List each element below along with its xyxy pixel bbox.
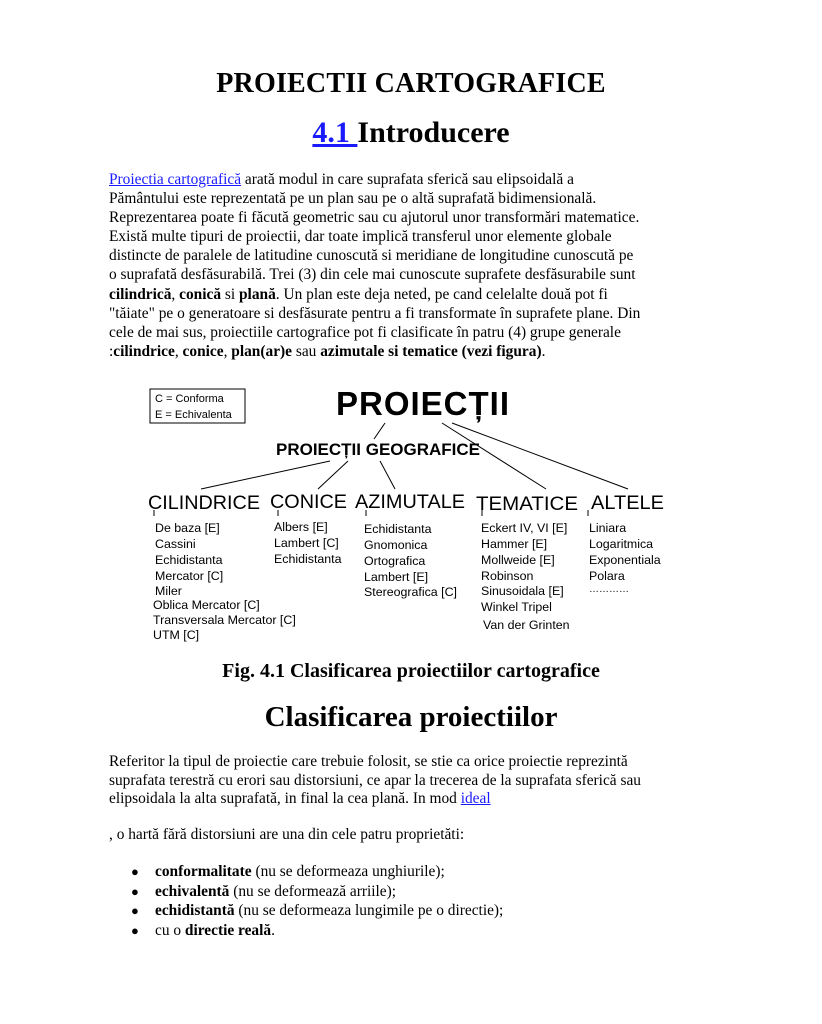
properties-intro: , o hartă fără distorsiuni are una din cele patru proprietăti: bbox=[109, 826, 465, 843]
figure-caption: Fig. 4.1 Clasificarea proiectiilor cartografice bbox=[222, 660, 600, 682]
legend-item: E = Echivalenta bbox=[155, 409, 232, 421]
category-label: CILINDRICE bbox=[148, 493, 260, 514]
bullet-icon: ● bbox=[131, 883, 139, 899]
projection-item: Lambert [C] bbox=[274, 536, 339, 550]
projection-item: Logaritmica bbox=[589, 537, 654, 551]
projection-item: Echidistanta bbox=[364, 522, 432, 536]
projection-item: Mercator [C] bbox=[155, 569, 224, 583]
projection-item: Exponentiala bbox=[589, 553, 661, 567]
section-title: Introducere bbox=[357, 116, 510, 149]
projection-item: Gnomonica bbox=[364, 538, 428, 552]
projection-item: Echidistanta bbox=[155, 553, 223, 567]
page-title: PROIECTII CARTOGRAFICE bbox=[216, 68, 606, 99]
projection-classification-diagram bbox=[148, 385, 664, 647]
projection-item: Van der Grinten bbox=[483, 618, 570, 632]
projection-item: Mollweide [E] bbox=[481, 553, 555, 567]
list-item: ● conformalitate (nu se deformeaza unghiurile); bbox=[131, 863, 445, 880]
category-label: CONICE bbox=[270, 492, 347, 513]
projection-item: Albers [E] bbox=[274, 520, 328, 534]
intro-line: Reprezentarea poate fi făcută geometric sau cu ajutorul unor transformări matematice. bbox=[109, 209, 640, 227]
projection-item: Miler bbox=[155, 584, 182, 598]
projection-item: Echidistanta bbox=[274, 552, 342, 566]
projection-item: Sinusoidala [E] bbox=[481, 584, 564, 598]
classification-heading: Clasificarea proiectiilor bbox=[264, 701, 558, 733]
list-item: ● echivalentă (nu se deformează arriile); bbox=[131, 882, 397, 900]
legend-item: C = Conforma bbox=[155, 393, 224, 405]
projection-item: Hammer [E] bbox=[481, 537, 548, 551]
projection-item: Stereografica [C] bbox=[364, 585, 457, 599]
intro-line: distincte de paralele de latitudine cunoscută si meridiane de longitudine cunoscută pe bbox=[109, 247, 634, 265]
bullet-icon: ● bbox=[131, 903, 139, 918]
list-item: ● cu o directie reală. bbox=[131, 921, 275, 939]
projection-item: Robinson bbox=[481, 569, 534, 583]
intro-line: cele de mai sus, proiectiile cartografice pot fi clasificate în patru (4) grupe generale bbox=[109, 323, 621, 341]
section-heading bbox=[0, 116, 822, 150]
projection-item: Cassini bbox=[155, 537, 196, 551]
intro-line: "tăiate" pe o generatoare si desfăsurate pentru a fi transformate în suprafete plane. Din bbox=[109, 304, 641, 322]
projection-item: Ortografica bbox=[364, 554, 426, 568]
ideal-link[interactable]: ideal bbox=[460, 790, 491, 808]
diagram-categories bbox=[148, 492, 664, 515]
intro-line: Există multe tipuri de proiectii, dar toate implică transferul unor elemente globale bbox=[109, 228, 612, 246]
intro-line: :cilindrice, conice, plan(ar)e sau azimutale si tematice (vezi figura). bbox=[109, 342, 546, 360]
diagram-mid-label: PROIECȚII GEOGRAFICE bbox=[275, 440, 481, 459]
category-label: TEMATICE bbox=[476, 494, 578, 515]
projection-item: Winkel Tripel bbox=[481, 600, 552, 614]
intro-line: cilindrică, conică si plană. Un plan este deja neted, pe cand celelalte două pot fi bbox=[109, 285, 608, 303]
paragraph-line: Referitor la tipul de proiectie care trebuie folosit, se stie ca orice proiectie reprezintă bbox=[109, 753, 628, 770]
intro-line: Proiectia cartografică arată modul in care suprafata sferică sau elipsoidală a bbox=[109, 171, 574, 188]
properties-list bbox=[109, 862, 503, 940]
classification-paragraph bbox=[109, 753, 729, 809]
bullet-icon: ● bbox=[131, 864, 139, 879]
paragraph-line: elipsoidala la alta suprafată, in final la cea plană. In mod ideal bbox=[109, 790, 491, 808]
list-item: ● echidistantă (nu se deformeaza lungimile pe o directie); bbox=[131, 902, 504, 919]
projection-item: Polara bbox=[589, 569, 625, 583]
category-label: ALTELE bbox=[591, 493, 664, 514]
projection-item-ellipsis: ………… bbox=[589, 584, 629, 595]
intro-line: Pământului este reprezentată pe un plan sau pe o altă suprafată bidimensională. bbox=[109, 190, 597, 208]
paragraph-line: suprafata terestră cu erori sau distorsiuni, ce apar la trecerea de la suprafata sferică sau bbox=[109, 771, 641, 789]
projection-item: Oblica Mercator [C] bbox=[153, 598, 260, 612]
projection-item: Lambert [E] bbox=[364, 570, 429, 584]
projection-item: UTM [C] bbox=[153, 628, 200, 642]
projection-item: Transversala Mercator [C] bbox=[153, 613, 296, 627]
projection-item: Liniara bbox=[589, 521, 627, 535]
projection-link[interactable]: Proiectia cartografică bbox=[109, 171, 242, 188]
diagram-root-label: PROIECȚII bbox=[335, 385, 511, 422]
diagram-items bbox=[153, 520, 661, 642]
projection-item: Eckert IV, VI [E] bbox=[481, 521, 568, 535]
projection-item: De baza [E] bbox=[155, 521, 220, 535]
bullet-icon: ● bbox=[131, 922, 139, 938]
section-number-link[interactable]: 4.1 bbox=[312, 116, 358, 149]
intro-paragraph bbox=[109, 170, 719, 361]
intro-line: o suprafată desfăsurabilă. Trei (3) din cele mai cunoscute suprafete desfăsurabile sunt bbox=[109, 266, 636, 284]
category-label: AZIMUTALE bbox=[355, 492, 465, 513]
